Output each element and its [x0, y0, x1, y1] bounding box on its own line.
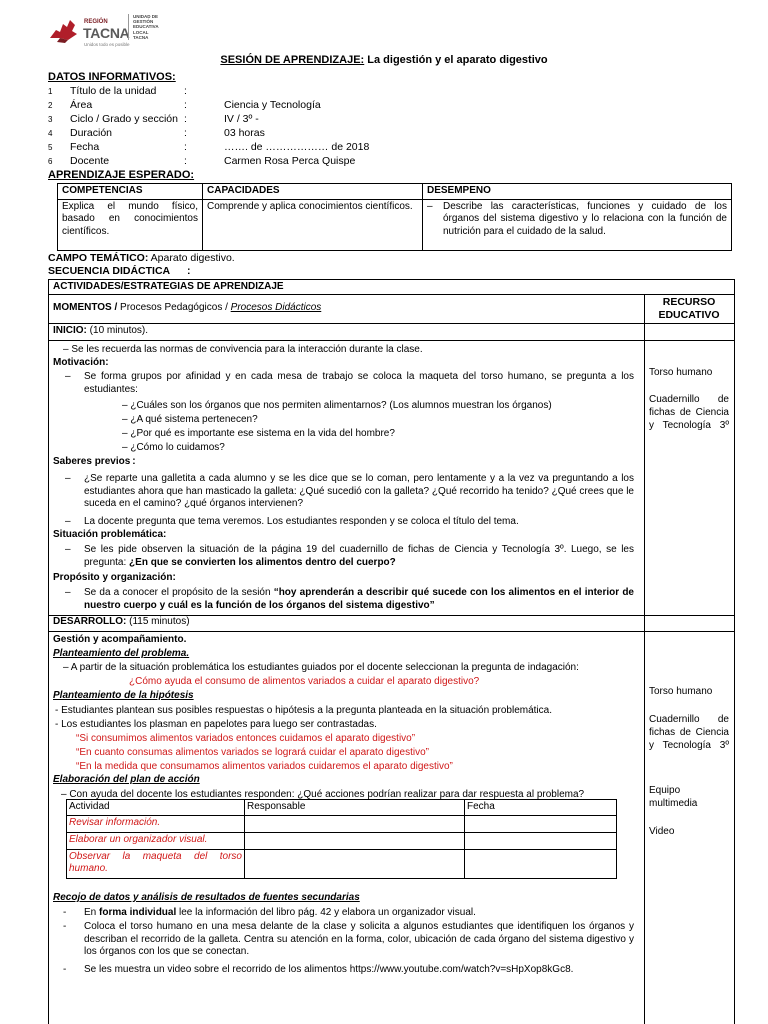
- tacna-map-icon: [48, 16, 84, 44]
- recurso-video: Video: [649, 826, 675, 837]
- table-row: Observar la maqueta del torso humano.: [67, 849, 617, 878]
- column-divider: [644, 295, 645, 1024]
- recurso-equipo: Equipo multimedia: [649, 785, 698, 809]
- recurso-cuadernillo-2: Cuadernillo de fichas de Ciencia y Tecnología 3º: [649, 714, 729, 751]
- datos-row: 4 Duración : 03 horas: [48, 127, 265, 140]
- recurso-cuadernillo: Cuadernillo de fichas de Ciencia y Tecnología 3º: [649, 394, 729, 431]
- competencia-cell: Explica el mundo físico, basado en conocimientos científicos.: [58, 199, 203, 250]
- document-title: SESIÓN DE APRENDIZAJE: La digestión y el aparato digestivo: [220, 54, 548, 66]
- logo-slogan-text: Unidos todo es posible: [84, 42, 130, 47]
- recurso-torso-2: Torso humano: [649, 686, 713, 697]
- desempeno-cell: – Describe las características, funciones y cuidado de los órganos del sistema digestivo y lo relaciona con la función de nutrición para el cuidado de la salud.: [423, 199, 732, 250]
- inicio-row: INICIO: (10 minutos).: [49, 324, 734, 341]
- datos-row: 5 Fecha : ……. de ……………… de 2018: [48, 141, 370, 154]
- plan-accion-table: [66, 799, 617, 879]
- competencias-header: COMPETENCIAS: [58, 184, 203, 200]
- plan-header-actividad: Actividad: [67, 800, 245, 816]
- recurso-torso: Torso humano: [649, 367, 713, 378]
- datos-heading: DATOS INFORMATIVOS:: [48, 71, 176, 83]
- logo-name-text: TACNA: [83, 25, 130, 41]
- actividades-heading-row: ACTIVIDADES/ESTRATEGIAS DE APRENDIZAJE: [49, 280, 734, 295]
- actividades-frame: ACTIVIDADES/ESTRATEGIAS DE APRENDIZAJE MOMENTOS / Procesos Pedagógicos / Procesos Didácticos RECURSO EDUCATIVO INICIO: (10 minutos). DESARROLLO: (115 minutos) – Se les recuerda las normas de convivencia para la interacción durante la clase. Motivación: – Se forma grupos por afinidad y en cada mesa de trabajo se coloca la maqueta del torso humano, se pregunta a los estudiantes: – ¿Cuáles son los órganos que nos permiten alimentarnos? (Los alumnos muestran los órganos) – ¿A qué sistema pertenecen? – ¿Por qué es importante ese sistema en la vida del hombre? – ¿Cómo lo cuidamos? Saberes previos : – ¿Se reparte una galletita a cada alumno y se les dice que se lo coman, pero lentamente y a la vez va preguntando a los estudiantes ahora que han masticado la galleta: ¿Qué sucedió con la galleta? ¿Qué recorrido ha tenido? ¿Qué crees que le suceda en el camino? ¿qué órganos intervienen? – La docente pregunta que tema veremos. Los estudiantes responden y se coloca el título del tema. Situación problemática: – Se les pide observen la situación de la página 19 del cuadernillo de fichas de Ciencia y Tecnología 3º. Luego, se les pregunta: ¿En que se convierten los alimentos dentro del cuerpo? Propósito y organización: – Se da a conocer el propósito de la sesión “hoy aprenderán a describir qué sucede con los alimentos en el interior de nuestro cuerpo y cuál es la función de los órganos del sistema digestivo” Torso humano Cuadernillo de fichas de Ciencia y Tecnología 3º Gestión y acompañamiento. Planteamiento del problema. – A partir de la situación problemática los estudiantes guiados por el docente seleccionan la pregunta de indagación: ¿Cómo ayuda el consumo de alimentos variados a cuidar el aparato digestivo? Planteamiento de la hipótesis - Estudiantes plantean sus posibles respuestas o hipótesis a la pregunta planteada en la situación problemática. - Los estudiantes los plasman en papelotes para luego ser contrastadas. “Si consumimos alimentos variados entonces cuidamos el aparato digestivo” “En cuanto consumas alimentos variados se logrará cuidar el aparato digestivo” “En la medida que consumamos alimentos variados cuidaremos el aparato digestivo” Elaboración del plan de acción – Con ayuda del docente los estudiantes responden: ¿Qué acciones podrían realizar para dar respuesta al problema? Recojo de datos y análisis de resultados de fuentes secundarias - En forma individual lee la información del libro pág. 42 y elabora un organizador visual. - Coloca el torso humano en una mesa delante de la clase y solicita a algunos estudiantes que identifiquen los órganos y describan el recorrido de la galleta. Centra su atención en la forma, color, ubicación de cada órgano del sistema digestivo y los órganos con los que se conectan. - Se les muestra un video sobre el recorrido de los alimentos https://www.youtube.com/watch?v=sHpXop8kGc8. Torso humano Cuadernillo de fichas de Ciencia y Tecnología 3º Equipo multimedia Video: [48, 279, 735, 1024]
- competencias-table: [57, 183, 732, 251]
- capacidades-header: CAPACIDADES: [203, 184, 423, 200]
- secuencia-didactica: SECUENCIA DIDÁCTICA :: [48, 265, 191, 277]
- table-row: Revisar información.: [67, 815, 617, 832]
- momentos-row: MOMENTOS / Procesos Pedagógicos / Procesos Didácticos RECURSO EDUCATIVO: [49, 295, 734, 324]
- datos-row: 1 Título de la unidad :: [48, 85, 187, 98]
- aprendizaje-heading: APRENDIZAJE ESPERADO:: [48, 169, 195, 181]
- campo-tematico: CAMPO TEMÁTICO: Aparato digestivo.: [48, 252, 235, 264]
- ugel-label: UNIDAD DE GESTIÓN EDUCATIVA LOCAL TACNA: [128, 14, 188, 40]
- plan-header-fecha: Fecha: [465, 800, 617, 816]
- plan-header-responsable: Responsable: [245, 800, 465, 816]
- datos-row: 2 Área : Ciencia y Tecnología: [48, 99, 321, 112]
- table-row: Elaborar un organizador visual.: [67, 832, 617, 849]
- datos-row: 6 Docente : Carmen Rosa Perca Quispe: [48, 155, 356, 168]
- datos-row: 3 Ciclo / Grado y sección : IV / 3º -: [48, 113, 259, 126]
- logo-region-text: REGIÓN: [84, 19, 108, 25]
- capacidad-cell: Comprende y aplica conocimientos científicos.: [203, 199, 423, 250]
- desarrollo-row: DESARROLLO: (115 minutos): [49, 615, 734, 632]
- datos-list: [48, 85, 608, 169]
- desempeno-header: DESEMPENO: [423, 184, 732, 200]
